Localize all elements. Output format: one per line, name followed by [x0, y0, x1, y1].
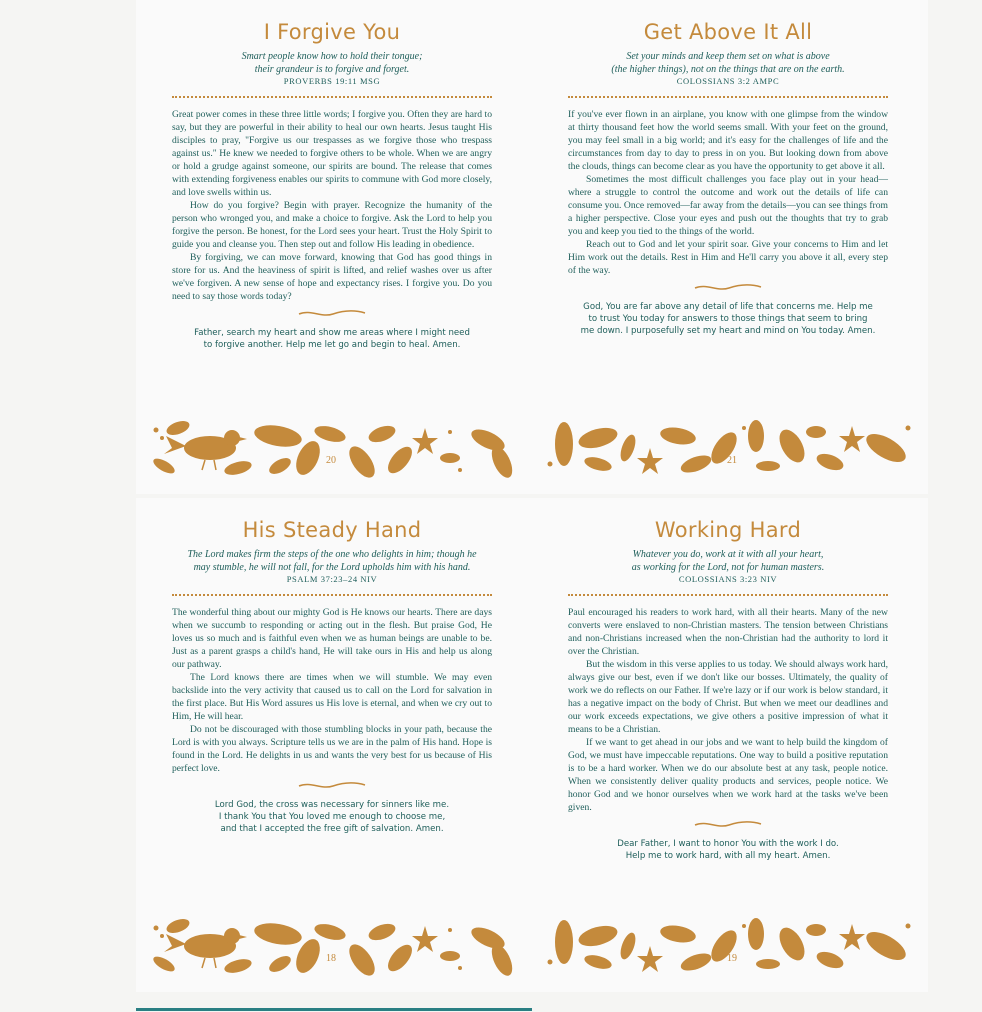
star-flower-icon — [412, 428, 438, 454]
prayer-line: Help me to work hard, with all my heart. Amen. — [625, 851, 831, 861]
swash-icon — [693, 820, 763, 830]
prayer-line: Lord God, the cross was necessary for sinners like me. — [214, 800, 450, 810]
page-21 — [532, 0, 928, 494]
prayer-line: to trust You today for answers to those things that seem to bring — [588, 314, 868, 324]
verse — [172, 50, 492, 76]
verse — [568, 50, 888, 76]
paragraph: But the wisdom in this verse applies to us today. We should always work hard, always give our best, even if we don't like our bosses. Ultimately, the quality of work we do reflects on our Father. If we're lazy or if our work is below standard, it has a negative impact on the body of Christ. But when we meet our deadlines and our work exceeds expectations, we give others a positive impression of what it means to be a Christian. — [568, 659, 888, 735]
prayer-line: I thank You that You loved me enough to choose me, — [218, 812, 446, 822]
prayer-line: God, You are far above any detail of life that concerns me. Help me — [583, 302, 873, 312]
page-number: 19 — [727, 953, 737, 964]
verse-line: their grandeur is to forgive and forget. — [254, 64, 410, 75]
verse-line: (the higher things), not on the things that are on the earth. — [611, 64, 845, 75]
devotion-title: I Forgive You — [263, 20, 401, 44]
paragraph: Great power comes in these three little words; I forgive you. Often they are hard to say, but they are powerful in their ability to heal our own hearts. Jesus taught His disciples to pray, "Forgive us our trespasses as we forgive those who trespass against us." He knew we needed to forgive others to be whole. When we are angry or hold a grudge against someone, our spirits are bound. The release that comes with extending forgiveness enables our spirits to commune with God more closely, and love swells within us. — [172, 109, 492, 198]
leaf-border-with-bird — [150, 418, 520, 480]
swash-icon — [297, 781, 367, 791]
dotted-divider — [568, 594, 888, 596]
prayer — [172, 799, 492, 835]
paragraph: How do you forgive? Begin with prayer. Recognize the humanity of the person who wronged you, and make a choice to forgive. Ask the Lord to help you forgive the person. Be honest, for the Lord sees your heart. Trust the Holy Spirit to guide you and cleanse you. Then step out and follow His leading in obedience. — [172, 200, 492, 250]
dotted-divider — [568, 96, 888, 98]
page-number: 18 — [326, 953, 336, 964]
verse-line: Smart people know how to hold their tongue; — [241, 51, 423, 62]
prayer-line: me down. I purposefully set my heart and mind on You today. Amen. — [580, 326, 876, 336]
verse-reference: PSALM 37:23–24 NIV — [286, 574, 378, 584]
seed-pod-icon — [555, 422, 573, 466]
page-number: 21 — [727, 455, 737, 466]
devotion-body — [172, 606, 492, 775]
prayer — [568, 838, 888, 862]
verse-line: The Lord makes firm the steps of the one who delights in him; though he — [187, 549, 477, 560]
verse-line: may stumble, he will not fall, for the Lord upholds him with his hand. — [193, 562, 471, 573]
leaf-icon — [165, 418, 192, 437]
devotion-body — [172, 108, 492, 303]
seed-pod-icon — [253, 920, 304, 948]
page-number: 20 — [326, 455, 336, 466]
paragraph: Sometimes the most difficult challenges you face play out in your head—where a struggle to control the outcome and work out the details of life can consume you. Once removed—far away from the details—you can see things from a higher perspective. Close your eyes and push out the thoughts that try to grab you and keep you tied to the things of the world. — [568, 174, 888, 237]
dot-cluster-icon — [548, 462, 553, 467]
dot-cluster-icon — [548, 960, 553, 965]
verse — [568, 548, 888, 574]
teal-edge-line — [136, 1008, 532, 1011]
dotted-divider — [172, 96, 492, 98]
devotion-title: Working Hard — [654, 518, 802, 542]
devotion-title: His Steady Hand — [242, 518, 422, 542]
star-flower-icon — [637, 448, 663, 474]
devotion-body — [568, 606, 888, 814]
swash-icon — [297, 309, 367, 319]
verse-line: Whatever you do, work at it with all your heart, — [632, 549, 824, 560]
paragraph: Do not be discouraged with those stumbling blocks in your path, because the Lord is with you always. Scripture tells us we are in the palm of His hand. Hope is found in the Lord. He delights in us and wants the very best for us because of His perfect love. — [172, 724, 492, 774]
page-20 — [136, 0, 532, 494]
leaf-border — [546, 418, 916, 480]
paragraph: Paul encouraged his readers to work hard, with all their hearts. Many of the new converts were enslaved to non-Christian masters. The tension between Christians and non-Christians increased when the non-Christian had the authority to lord it over the Christian. — [568, 607, 888, 657]
verse-reference: COLOSSIANS 3:23 NIV — [678, 574, 778, 584]
paragraph: The wonderful thing about our mighty God is He knows our hearts. There are days when we succumb to responding or acting out in the flesh. But praise God, He loves us so much and is faithful even when we as human beings are unable to be. Just as a parent grasps a child's hand, He will take ours in His and help us along our pathway. — [172, 607, 492, 670]
prayer — [568, 301, 888, 337]
verse-reference: COLOSSIANS 3:2 AMPC — [676, 76, 780, 86]
leaf-icon — [165, 916, 192, 935]
verse-line: Set your minds and keep them set on what is above — [626, 51, 830, 62]
star-flower-icon — [637, 946, 663, 972]
prayer-line: to forgive another. Help me let go and begin to heal. Amen. — [203, 340, 461, 350]
paragraph: By forgiving, we can move forward, knowing that God has good things in store for us. And the heaviness of spirit is lifted, and relief washes over us after we've forgiven. A new sense of hope and expectancy rises. I forgive you. Do you need to say those words today? — [172, 252, 492, 302]
paragraph: Reach out to God and let your spirit soar. Give your concerns to Him and let Him work out the details. Rest in Him and He'll carry you above it all, every step of the way. — [568, 239, 888, 276]
devotion-title: Get Above It All — [643, 20, 813, 44]
prayer-line: Father, search my heart and show me areas where I might need — [194, 328, 470, 338]
verse — [172, 548, 492, 574]
prayer-line: Dear Father, I want to honor You with the work I do. — [617, 839, 839, 849]
paragraph: If you've ever flown in an airplane, you know with one glimpse from the window at thirty thousand feet how the world seems small. With your feet on the ground, you may feel small in a big world; and it's easy for the challenges of life and the circumstances from day to day to press in on you. But looking down from above the clouds, things can become clear as you have the opportunity to get above it all. — [568, 109, 888, 172]
dot-cluster-icon — [154, 926, 159, 931]
page-19 — [532, 498, 928, 992]
leaf-border — [546, 916, 916, 978]
page-18 — [136, 498, 532, 992]
seed-pod-icon — [555, 920, 573, 964]
seed-pod-icon — [253, 422, 304, 450]
star-flower-icon — [412, 926, 438, 952]
prayer-line: and that I accepted the free gift of salvation. Amen. — [220, 824, 444, 834]
devotion-body — [568, 108, 888, 277]
leaf-icon — [576, 424, 619, 452]
paragraph: If we want to get ahead in our jobs and we want to help build the kingdom of God, we must have impeccable reputations. One way to build a positive reputation is to be a hard worker. When we do our absolute best at any task, people notice. When we consistently deliver quality products and services, people notice. We honor God and we honor ourselves when we work hard at the tasks we've been given. — [568, 737, 888, 813]
verse-reference: PROVERBS 19:11 MSG — [283, 76, 381, 86]
dotted-divider — [172, 594, 492, 596]
swash-icon — [693, 283, 763, 293]
leaf-border-with-bird — [150, 916, 520, 978]
verse-line: as working for the Lord, not for human masters. — [631, 562, 825, 573]
dot-cluster-icon — [154, 428, 159, 433]
leaf-icon — [576, 922, 619, 950]
paragraph: The Lord knows there are times when we will stumble. We may even backslide into the very activity that caused us to call on the Lord for salvation in the first place. But His Word assures us His love is eternal, and when we cry out to Him, He will hear. — [172, 672, 492, 722]
prayer — [172, 327, 492, 351]
